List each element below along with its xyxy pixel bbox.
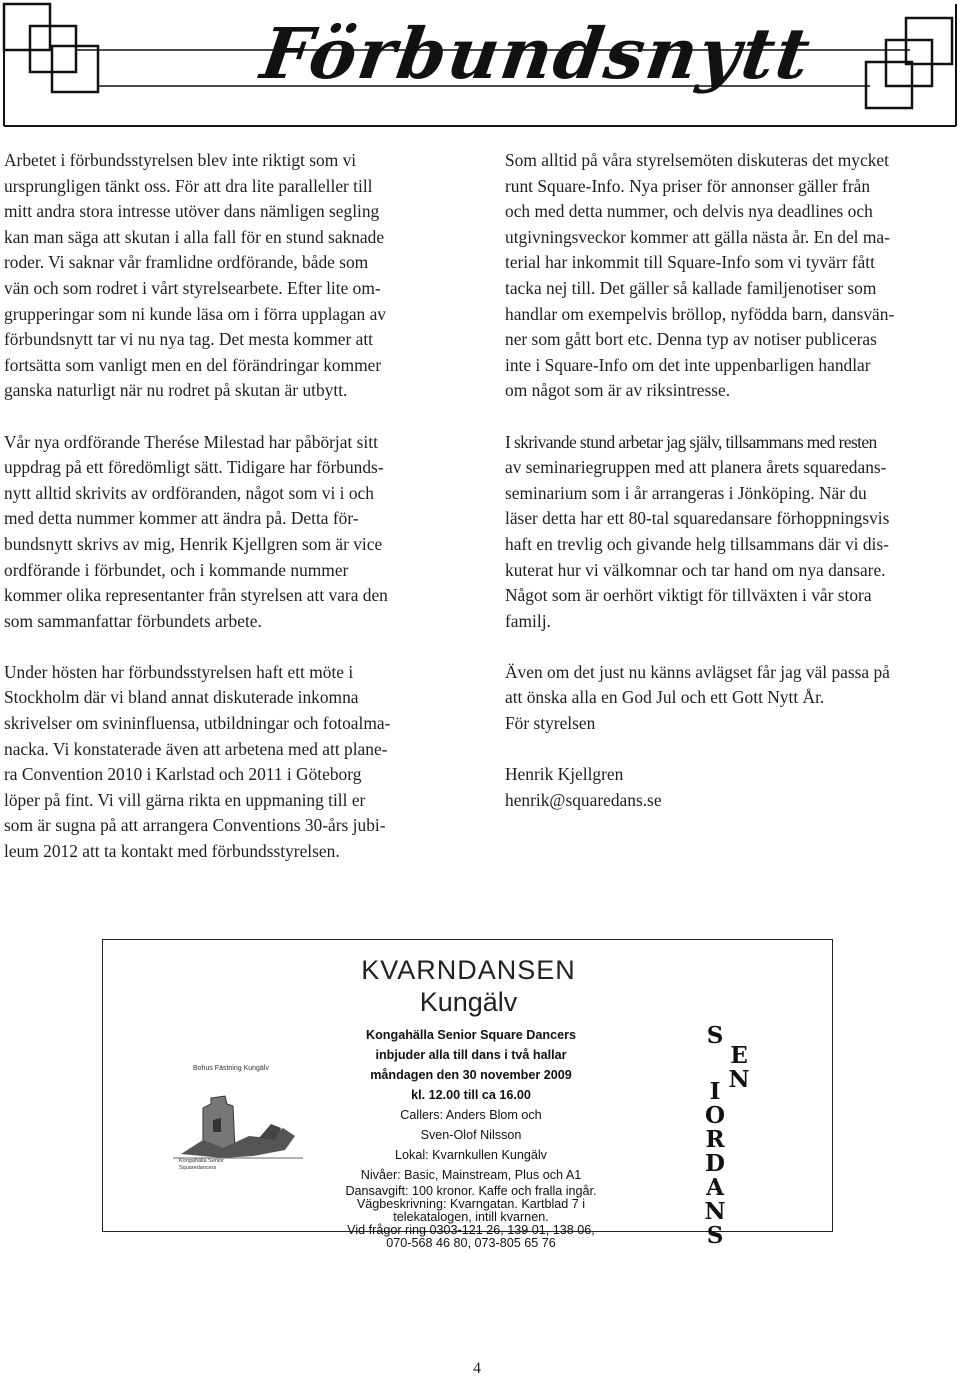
ad-line: Dansavgift: 100 kronor. Kaffe och fralla ingår. [345,1184,597,1198]
text-line: med detta nummer kommer att ändra på. Detta för- [4,508,359,529]
text-line: Som alltid på våra styrelsemöten diskuteras det mycket [505,150,889,170]
letter: N [704,1198,726,1225]
letter: R [705,1126,725,1153]
text-line: Arbetet i förbundsstyrelsen blev inte riktigt som vi [4,150,357,170]
text-line: ordförande i förbundet, och i kommande nummer [4,559,349,580]
text-line: ner som gått bort etc. Denna typ av notiser publiceras [505,329,877,350]
text-line: haft en trevlig och givande helg tillsammans där vi dis- [505,533,889,554]
letter: D [705,1150,725,1177]
text-line: Stockholm där vi bland annat diskuterade inkomna [4,687,359,708]
text-line: familj. [505,610,551,631]
text-line: roder. Vi saknar vår framlidne ordförande, både som [4,252,369,273]
text-line: skrivelser om svininfluensa, utbildningar och fotoalma- [4,713,391,734]
paragraph [505,430,957,635]
text-line: läser detta har ett 80-tal squaredansare förhoppningsvis [505,508,890,529]
page-number: 4 [473,1360,481,1377]
text-line: runt Square-Info. Nya priser för annonser gäller från [505,175,871,196]
text-line: bundsnytt skrivs av mig, Henrik Kjellgren som är vice [4,533,383,554]
letter: N [728,1066,750,1093]
ad-line: Kongahälla Senior Square Dancers [366,1028,576,1042]
paragraph [4,148,456,404]
kvarndansen-ad [102,939,833,1250]
letter: I [709,1078,721,1105]
letter: E [730,1042,748,1069]
page-header [0,0,960,130]
text-line: mitt andra stora intresse utöver dans nämligen segling [4,201,380,222]
author-name: Henrik Kjellgren [505,764,624,785]
text-line: ra Convention 2010 i Karlstad och 2011 i Göteborg [4,764,362,785]
text-line: nytt alltid skrivits av ordföranden, något som vi i och [4,482,374,503]
author-email[interactable]: henrik@squaredans.se [505,789,662,810]
text-line: förbundsnytt tar vi nu nya tag. Det mesta kommer att [4,329,373,350]
text-line: Något som är oerhört viktigt för tillväxten i vår stora [505,585,872,606]
signoff-line: För styrelsen [505,713,596,734]
ad-line: måndagen den 30 november 2009 [370,1068,572,1082]
ad-line: Nivåer: Basic, Mainstream, Plus och A1 [360,1168,582,1182]
letter: S [706,1022,724,1049]
text-line: fortsätta som vanligt men en del förändringar kommer [4,354,382,375]
text-line: uppdrag på ett föredömligt sätt. Tidigare har förbunds- [4,457,384,478]
text-line: som är sugna på att arrangera Conventions 30-års jubi- [4,815,386,836]
text-line: I skrivande stund arbetar jag själv, tillsammans med resten [505,431,877,452]
text-line: Vår nya ordförande Therése Milestad har påbörjat sitt [4,431,378,452]
ad-line: 070-568 46 80, 073-805 65 76 [386,1236,556,1250]
text-line: om något som är av riksintresse. [505,380,731,401]
letter: O [704,1102,726,1129]
ad-line: inbjuder alla till dans i två hallar [375,1048,567,1062]
text-line: grupperingar som ni kunde läsa om i förra upplagan av [4,303,386,324]
paragraph [4,660,456,865]
text-line: kuterat hur vi välkomnar och tar hand om nya dansare. [505,559,886,580]
text-line: terial har inkommit till Square-Info som vi tyvärr fått [505,252,875,273]
ad-line: kl. 12.00 till ca 16.00 [411,1088,531,1102]
text-line: och med detta nummer, och delvis nya deadlines och [505,201,873,222]
fortress-picture [163,1058,315,1168]
signature [505,762,957,813]
paragraph [505,148,957,404]
text-line: löper på fint. Vi vill gärna rikta en uppmaning till er [4,789,366,810]
ad-subtitle: Kungälv [419,987,518,1017]
text-line: nacka. Vi konstaterade även att arbetena med att plane- [4,738,388,759]
ad-line: telekatalogen, intill kvarnen. [393,1210,549,1224]
ad-details [301,1025,641,1250]
text-line: ursprungligen tänkt oss. För att dra lite paralleller till [4,175,373,196]
picture-caption-small [179,1158,224,1172]
text-line: kan man säga att skutan i alla fall för en stund saknade [4,226,385,247]
caption-line: Kongahälla Senior [179,1158,224,1164]
ad-line: Sven-Olof Nilsson [420,1128,522,1142]
masthead-title: Förbundsnytt [256,12,817,95]
right-column [505,148,957,813]
text-line: utgivningsveckor kommer att gälla nästa år. En del ma- [505,226,890,247]
letter: S [706,1222,724,1249]
text-line: som sammanfattar förbundets arbete. [4,610,262,631]
text-line: vän och som rodret i vårt styrelsearbete. Efter lite om- [4,277,381,298]
text-line: tacka nej till. Det gäller så kallade familjenotiser som [505,277,877,298]
text-line: att önska alla en God Jul och ett Gott Nytt År. [505,687,825,708]
text-line: leum 2012 att ta kontakt med förbundsstyrelsen. [4,841,340,862]
caption-line: Squaredancers [179,1165,217,1171]
text-line: seminarium som i år arrangeras i Jönköping. När du [505,482,867,503]
ad-line: Lokal: Kvarnkullen Kungälv [395,1148,547,1162]
letter: A [706,1174,724,1201]
ad-line: Vid frågor ring 0303-121 26, 139 01, 138 06, [347,1223,595,1237]
text-line: Även om det just nu känns avlägset får jag väl passa på [505,661,890,682]
text-line: inte i Square-Info om det inte uppenbarligen handlar [505,354,871,375]
text-line: handlar om exempelvis bröllop, nyfödda barn, dansvän- [505,303,895,324]
text-line: ganska naturligt när nu rodret på skutan är utbytt. [4,380,348,401]
picture-caption: Bohus Fästning Kungälv [193,1065,269,1072]
paragraph [4,430,456,635]
ad-line: Callers: Anders Blom och [400,1108,542,1122]
ad-title: KVARNDANSEN [361,955,576,985]
text-line: av seminariegruppen med att planera årets squaredans- [505,457,887,478]
text-line: kommer olika representanter från styrelsen att vara den [4,585,388,606]
text-line: Under hösten har förbundsstyrelsen haft ett möte i [4,661,354,682]
left-column [4,148,456,865]
paragraph [505,660,957,737]
ad-line: Vägbeskrivning: Kvarngatan. Kartblad 7 i [356,1197,586,1211]
